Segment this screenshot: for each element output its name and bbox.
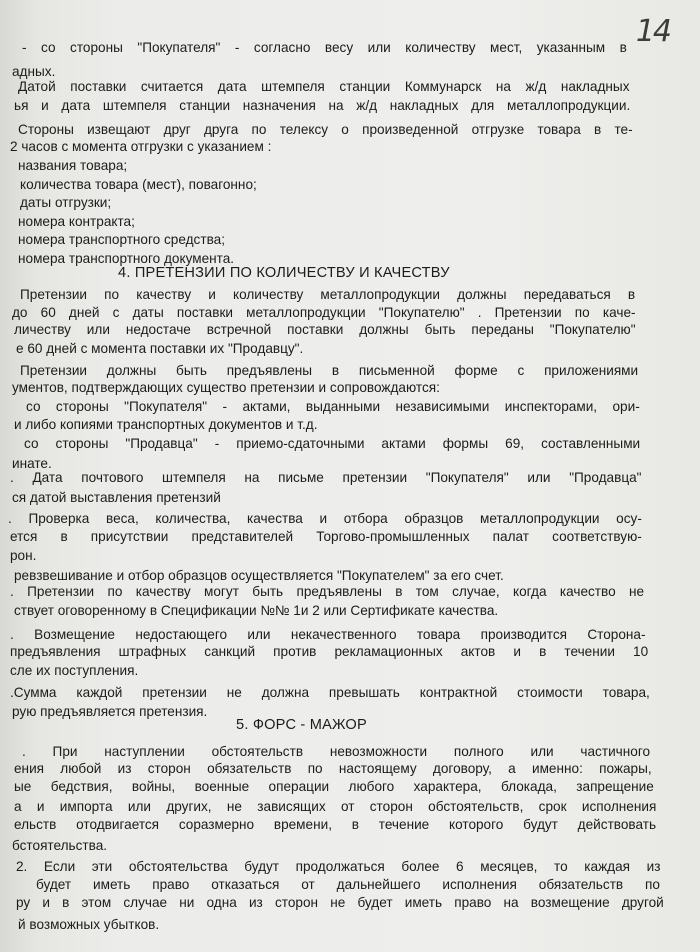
section-5-heading: 5. ФОРС - МАЖОР <box>236 717 367 733</box>
text-line: до 60 дней с даты поставки металлопродукции "Покупателю" . Претензии по каче- <box>12 305 636 320</box>
text-line: ья и дата штемпеля станции назначения на ж/д накладных для металлопродукции. <box>14 98 631 113</box>
text-line: сле их поступления. <box>10 663 139 678</box>
text-line: рон. <box>10 548 37 563</box>
text-line: ельств отодвигается соразмерно времени, в течение которого будут действовать <box>14 817 657 832</box>
text-line: ревзвешивание и отбор образцов осуществляется "Покупателем" за его счет. <box>14 568 504 583</box>
text-line: рую предъявляется претензия. <box>12 704 208 719</box>
text-line: даты отгрузки; <box>20 195 112 210</box>
text-line: . Проверка веса, количества, качества и отбора образцов металлопродукции осу- <box>8 511 642 526</box>
text-line: Претензии по качеству и количеству металлопродукции должны передаваться в <box>20 287 636 302</box>
text-line: номера транспортного средства; <box>18 232 225 247</box>
text-line: а и импорта или других, не зависящих от сторон обстоятельств, срок исполнения <box>14 799 657 814</box>
text-line: ения любой из сторон обязательств по настоящему договору, а именно: пожары, <box>14 761 652 776</box>
text-line: номера контракта; <box>18 214 135 229</box>
text-line: - со стороны "Покупателя" - согласно весу или количеству мест, указанным в <box>22 40 627 55</box>
text-line: предъявления штрафных санкций против рекламационных актов и в течении 10 <box>10 644 649 659</box>
text-line: ся датой выставления претензий <box>12 490 221 505</box>
text-line: количества товара (мест), повагонно; <box>20 177 257 192</box>
text-line: ствует оговоренному в Спецификации №№ 1и 2 или Сертификате качества. <box>14 603 499 618</box>
text-line: будет иметь право отказаться от дальнейшего исполнения обязательств по <box>36 877 660 892</box>
text-line: номера транспортного документа. <box>18 251 235 266</box>
text-line: е 60 дней с момента поставки их "Продавцу". <box>16 341 304 356</box>
text-line: адных. <box>12 64 56 79</box>
text-line: личеству или недостаче встречной поставки должны быть переданы "Покупателю" <box>14 322 636 337</box>
text-line: . Претензии по качеству могут быть предъявлены в том случае, когда качество не <box>10 584 645 599</box>
text-line: Стороны извещают друг друга по телексу о произведенной отгрузке товара в те- <box>18 122 633 137</box>
text-line: ые бедствия, войны, военные операции любого характера, блокада, запрещение <box>14 779 654 794</box>
text-line: й возможных убытков. <box>18 917 160 932</box>
text-line: ру и в этом случае ни одна из сторон не будет иметь право на возмещение другой <box>16 895 664 910</box>
text-line: со стороны "Покупателя" - актами, выданными независимыми инспекторами, ори- <box>26 399 640 414</box>
text-line: ументов, подтверждающих существо претензии и сопровождаются: <box>12 380 440 395</box>
text-line: . Дата почтового штемпеля на письме претензии "Покупателя" или "Продавца" <box>10 470 642 485</box>
text-line: ется в присутствии представителей Торгово-промышленных палат соответствую- <box>10 529 642 544</box>
text-line: бстоятельства. <box>12 838 108 853</box>
text-line: названия товара; <box>18 158 128 173</box>
section-4-heading: 4. ПРЕТЕНЗИИ ПО КОЛИЧЕСТВУ И КАЧЕСТВУ <box>118 265 450 281</box>
text-line: . При наступлении обстоятельств невозможности полного или частичного <box>22 744 651 759</box>
text-line: 2. Если эти обстоятельства будут продолжаться более 6 месяцев, то каждая из <box>16 859 661 874</box>
text-line: Претензии должны быть предъявлены в письменной форме с приложениями <box>20 363 639 378</box>
handwritten-page-number: 14 <box>635 14 670 49</box>
text-line: . Возмещение недостающего или некачественного товара производится Сторона- <box>10 627 646 642</box>
text-line: 2 часов с момента отгрузки с указанием : <box>10 139 272 154</box>
text-line: Датой поставки считается дата штемпеля станции Коммунарск на ж/д накладных <box>18 79 630 94</box>
text-line: инате. <box>12 456 52 471</box>
text-line: и либо копиями транспортных документов и т.д. <box>14 417 318 432</box>
text-line: со стороны "Продавца" - приемо-сдаточными актами формы 69, составленными <box>24 436 641 451</box>
text-line: .Сумма каждой претензии не должна превышать контрактной стоимости товара, <box>10 685 650 700</box>
